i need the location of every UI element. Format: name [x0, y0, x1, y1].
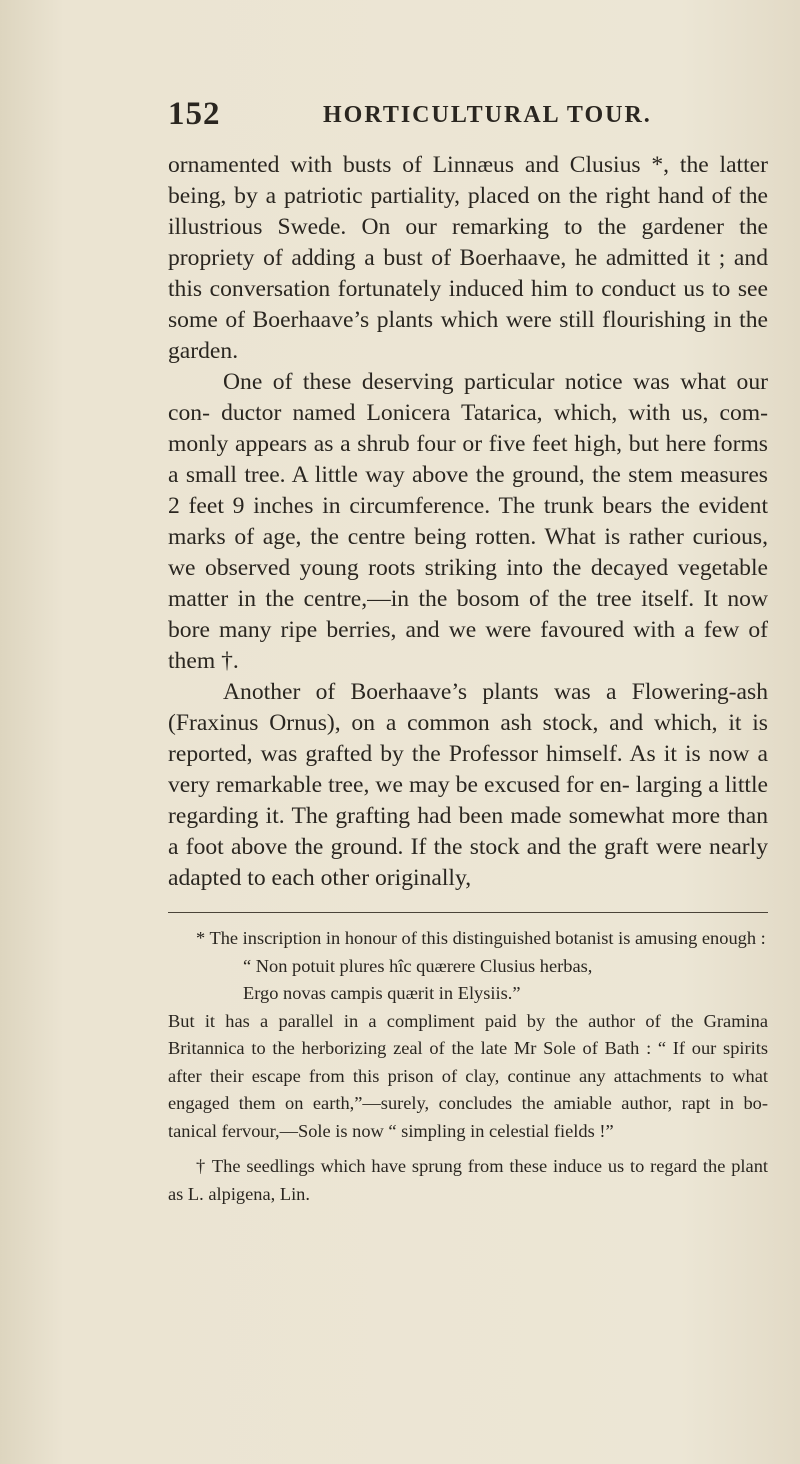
paragraph-2: One of these deserving particular notice was what our con- ductor named Lonicera Tatarica, which, with us, com- monly appears as a shrub four or five feet high, but here forms a small tree. A little way above the ground, the stem measures 2 feet 9 inches in circumference. The trunk bears the evident marks of age, the centre being rotten. What is rather curious, we observed young roots striking into the decayed vegetable matter in the centre,—in the bosom of the tree itself. It now bore many ripe berries, and we were favoured with a few of them †. [168, 369, 768, 674]
paragraph-1: ornamented with busts of Linnæus and Clusius *, the latter being, by a patriotic partiality, placed on the right hand of the illustrious Swede. On our remarking to the gardener the propriety of adding a bust of Boerhaave, he admitted it ; and this conversation fortunately induced him to conduct us to see some of Boerhaave’s plants which were still flourishing in the garden. [168, 152, 768, 364]
page-number: 152 [168, 96, 221, 132]
running-title: HORTICULTURAL TOUR. [323, 102, 652, 128]
footnote-1-verse-line-2: Ergo novas campis quærit in Elysiis.” [243, 983, 521, 1003]
footnote-1-continuation: But it has a parallel in a compliment paid by the author of the Gramina Britannica to the herborizing zeal of the late Mr Sole of Bath : “ If our spirits after their escape from this prison of clay, continue any attachments to what engaged them on earth,”—surely, concludes the amiable author, rapt in bo- tanical fervour,—Sole is now “ simpling in celestial fields !” [168, 1010, 768, 1141]
footnotes [168, 925, 768, 1208]
footnote-1-verse-line-1: “ Non potuit plures hîc quærere Clusius herbas, [243, 955, 593, 976]
book-page [168, 96, 768, 1208]
paragraph-3: Another of Boerhaave’s plants was a Flowering-ash (Fraxinus Ornus), on a common ash stock, and which, it is reported, was grafted by the Professor himself. As it is now a very remarkable tree, we may be excused for en- larging a little regarding it. The grafting had been made somewhat more than a foot above the ground. If the stock and the graft were nearly adapted to each other originally, [168, 679, 768, 891]
footnote-divider [168, 912, 768, 913]
footnote-1-intro: * The inscription in honour of this distinguished botanist is amusing enough : [196, 928, 766, 948]
footnote-2: † The seedlings which have sprung from these induce us to regard the plant as L. alpigena, Lin. [168, 1156, 768, 1204]
running-head [168, 96, 768, 150]
body-text [168, 150, 768, 894]
